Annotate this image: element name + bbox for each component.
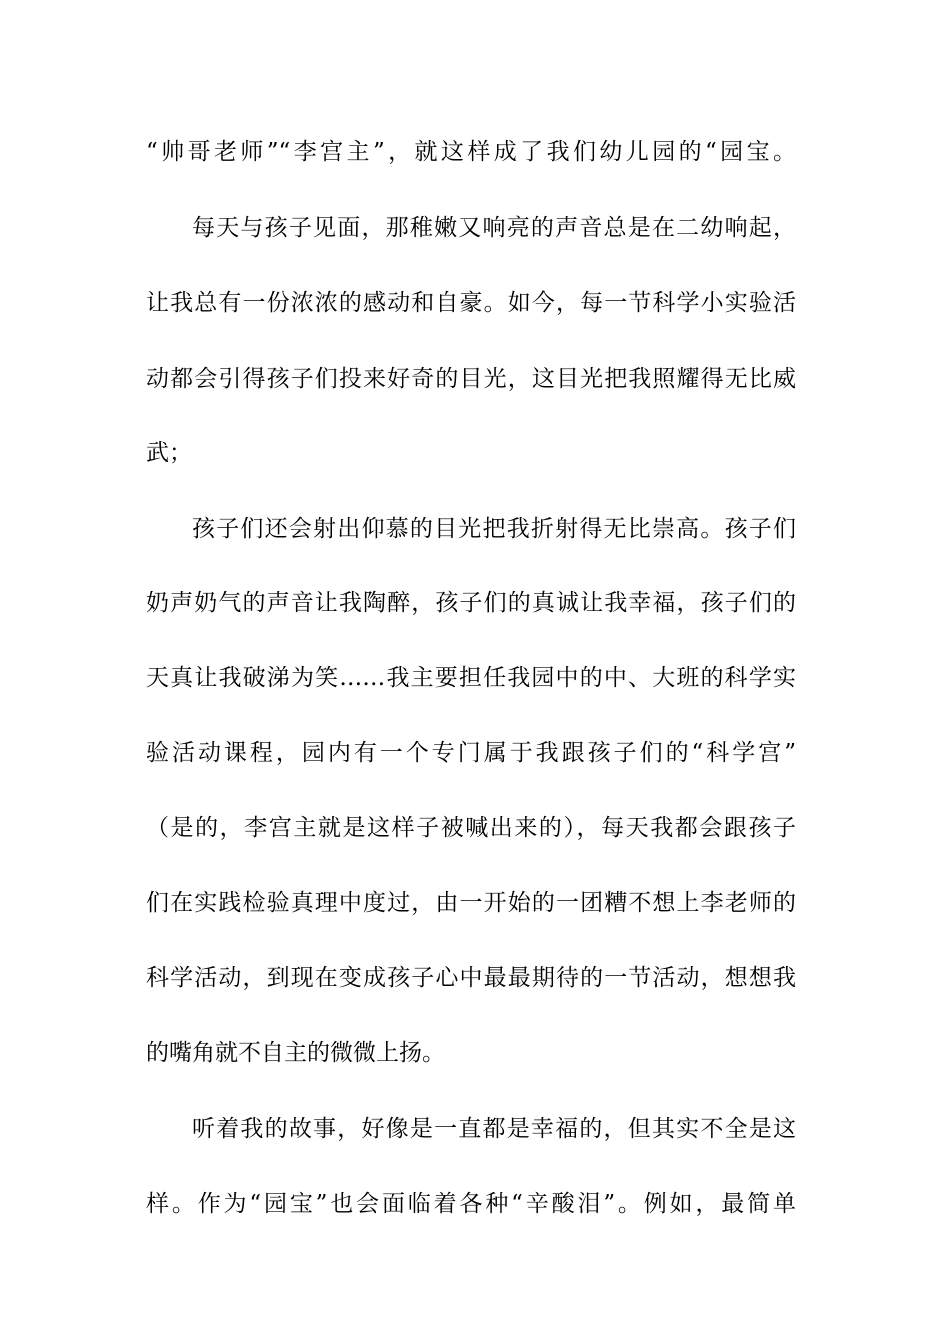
text-line: 们在实践检验真理中度过，由一开始的一团糟不想上李老师的 <box>146 890 796 916</box>
text-line: 天真让我破涕为笑……我主要担任我园中的中、大班的科学实 <box>146 665 796 691</box>
text-line: 样。作为“园宝”也会面临着各种“辛酸泪”。例如，最简单 <box>146 1191 796 1217</box>
text-line: （是的，李宫主就是这样子被喊出来的），每天我都会跟孩子 <box>146 815 796 841</box>
text-line: 验活动课程，园内有一个专门属于我跟孩子们的“科学宫” <box>146 740 796 766</box>
text-line: 武； <box>146 440 192 466</box>
text-line: “帅哥老师”“李宫主”，就这样成了我们幼儿园的“园宝。 <box>146 139 796 165</box>
text-line: 让我总有一份浓浓的感动和自豪。如今，每一节科学小实验活 <box>146 290 796 316</box>
paragraph-first-line: 每天与孩子见面，那稚嫩又响亮的声音总是在二幼响起， <box>192 215 796 241</box>
text-line: 奶声奶气的声音让我陶醉，孩子们的真诚让我幸福，孩子们的 <box>146 590 796 616</box>
text-line: 科学活动，到现在变成孩子心中最最期待的一节活动，想想我 <box>146 965 796 991</box>
paragraph-first-line: 孩子们还会射出仰慕的目光把我折射得无比崇高。孩子们 <box>192 516 796 542</box>
text-line: 动都会引得孩子们投来好奇的目光，这目光把我照耀得无比威 <box>146 366 796 392</box>
text-line: 的嘴角就不自主的微微上扬。 <box>146 1040 445 1066</box>
paragraph-first-line: 听着我的故事，好像是一直都是幸福的，但其实不全是这 <box>192 1116 796 1142</box>
